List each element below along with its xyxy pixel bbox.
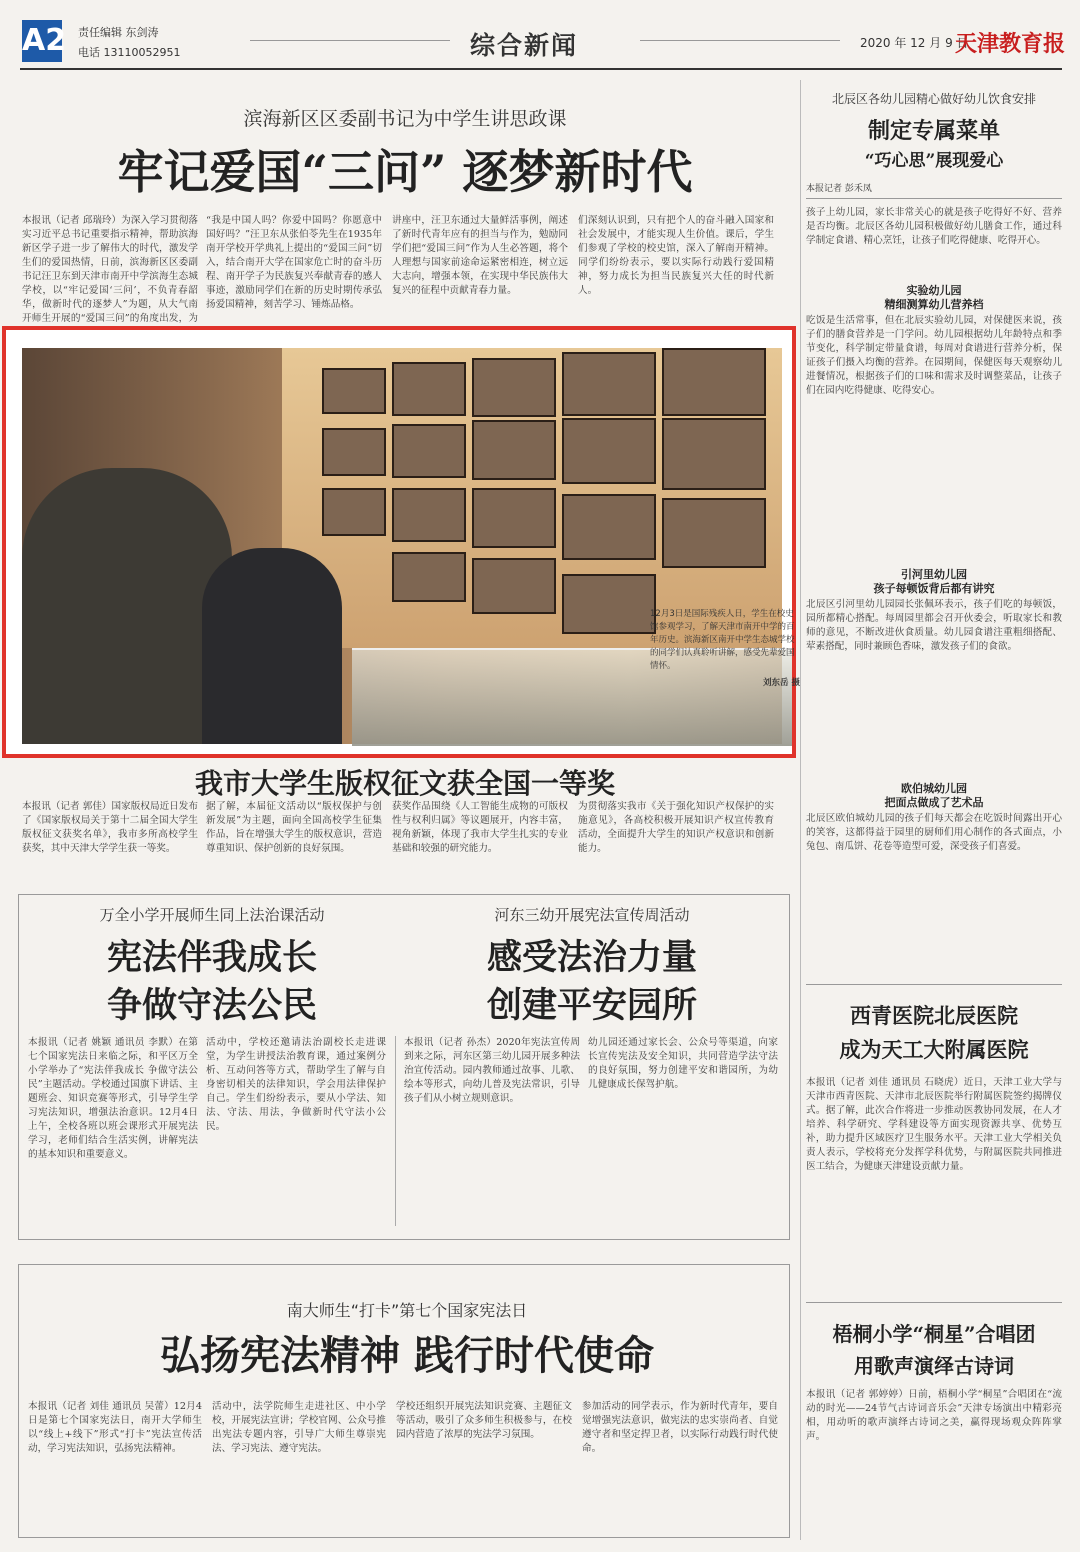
editor-label: 责任编辑 xyxy=(78,26,122,39)
hedong-col-1: 本报讯（记者 孙杰）2020年宪法宣传周到来之际，河东区第三幼儿园开展多种法治宣传活动。园内教师通过故事、儿歌、绘本等形式，向幼儿普及宪法常识，引导孩子们从小树立规则意识。 xyxy=(404,1037,580,1104)
oubocheng-title-2: 把面点做成了艺术品 xyxy=(884,796,984,809)
lead-col-2: “我是中国人吗？你爱中国吗？你愿意中国好吗？”汪卫东从张伯苓先生在1935年南开学校开学典礼上提出的“爱国三问”切入，结合南开大学在国家危亡时的奋斗历程、南开学子为民族复兴奉献青春的感人事迹，激励同学们在新的历史时期传承弘扬爱国精神，刻苦学习、锤炼品格。 xyxy=(206,215,382,310)
choir-body: 本报讯（记者 郭婷婷）日前，梧桐小学“桐星”合唱团在“流动的时光——24节气古诗词音乐会”天津专场演出中精彩亮相，用动听的歌声演绎古诗词之美，赢得现场观众阵阵掌声。 xyxy=(806,1389,1062,1442)
hospital-headline-2: 成为天工大附属医院 xyxy=(839,1037,1029,1062)
header-rule-right xyxy=(640,40,840,41)
photo-caption xyxy=(650,608,800,690)
header-rule xyxy=(20,68,1062,70)
exhibition-photo xyxy=(22,348,800,744)
kindergarten-intro: 孩子上幼儿园，家长非常关心的就是孩子吃得好不好、营养是否均衡。北辰区各幼儿园积极做好幼儿膳食工作，通过科学制定食谱、精心烹饪，让孩子们吃得健康、吃得开心。 xyxy=(806,207,1062,246)
oubocheng-title-1: 欧伯城幼儿园 xyxy=(901,782,967,795)
shiyan-title-1: 实验幼儿园 xyxy=(906,284,962,297)
choir-rule xyxy=(806,1302,1062,1303)
hedong-subtitle: 河东三幼开展宪法宣传周活动 xyxy=(494,906,690,924)
wanquan-headline-1: 宪法伴我成长 xyxy=(106,937,317,978)
nankai-col-4: 参加活动的同学表示，作为新时代青年，要自觉增强宪法意识，做宪法的忠实崇尚者、自觉遵守者和坚定捍卫者，以实际行动践行时代使命。 xyxy=(582,1401,778,1454)
header-rule-left xyxy=(250,40,450,41)
phone-line xyxy=(78,44,180,62)
kindergarten-headline-2: “巧心思”展现爱心 xyxy=(864,151,1004,171)
kindergarten-rule xyxy=(806,198,1062,199)
editor-line xyxy=(78,24,159,42)
lead-col-1: 本报讯（记者 邱瑞玲）为深入学习贯彻落实习近平总书记重要指示精神，帮助滨海新区学子进一步了解伟大的时代，激发学生们的爱国热情，日前，滨海新区区委副书记汪卫东到天津市南开中学滨海生态城学校，以“牢记爱国‘三问’，不负青春韶华，做新时代的逐梦人”为题，从大气南开师生开展的“爱国三问”的角度出发，为 xyxy=(22,215,198,324)
phone-label: 电话 xyxy=(78,46,100,59)
phone-number: 13110052951 xyxy=(103,46,181,59)
wanquan-col-1: 本报讯（记者 姚颖 通讯员 李默）在第七个国家宪法日来临之际，和平区万全小学举办了“宪法伴我成长 争做守法公民”主题活动。学校通过国旗下讲话、主题班会、知识竞赛等形式，引导学生学习宪法知识，增强法治意识。12月4日上午，全校各班以班会课形式开展宪法学习，老师们结合生活实例，讲解宪法的基本知识和重要意义。 xyxy=(28,1037,198,1160)
lead-col-4: 们深刻认识到，只有把个人的奋斗融入国家和社会发展中，才能实现人生价值。课后，学生们参观了学校的校史馆，深入了解南开精神。同学们纷纷表示，要以实际行动践行爱国精神，努力成长为担当民族复兴大任的时代新人。 xyxy=(578,215,774,296)
box1-divider xyxy=(395,1036,396,1226)
copyright-col-2: 据了解，本届征文活动以“版权保护与创新发展”为主题，面向全国高校学生征集作品，旨在增强大学生的版权意识，营造尊重知识、保护创新的良好氛围。 xyxy=(206,801,382,854)
lead-subtitle: 滨海新区区委副书记为中学生讲思政课 xyxy=(243,108,567,130)
visitor-figure-left xyxy=(22,468,232,744)
paper-name: 天津教育报 xyxy=(955,31,1066,57)
hospital-headline-1: 西青医院北辰医院 xyxy=(850,1003,1018,1028)
page-number: A2 xyxy=(22,20,62,62)
photo-caption-text: 12月3日是国际残疾人日，学生在校史馆参观学习，了解天津市南开中学的百年历史。滨海新区南开中学生态城学校的同学们认真聆听讲解，感受先辈爱国情怀。 xyxy=(650,609,795,671)
yinheli-title-2: 孩子每顿饭背后都有讲究 xyxy=(873,582,995,595)
issue-date: 2020 年 12 月 9 日 xyxy=(860,36,969,50)
yinheli-body: 北辰区引河里幼儿园园长张佩环表示，孩子们吃的每顿饭，园所都精心搭配。每周园里都会召开伙委会，听取家长和教师的意见，不断改进伙食质量。幼儿园食谱注重粗细搭配、荤素搭配，同时兼顾色香味，激发孩子们的食欲。 xyxy=(806,599,1062,652)
copyright-col-4: 为贯彻落实我市《关于强化知识产权保护的实施意见》，各高校积极开展知识产权宣传教育活动，全面提升大学生的知识产权意识和创新能力。 xyxy=(578,801,774,854)
choir-headline-2: 用歌声演绎古诗词 xyxy=(854,1354,1014,1378)
copyright-headline: 我市大学生版权征文获全国一等奖 xyxy=(194,767,615,800)
section-title: 综合新闻 xyxy=(470,31,579,60)
hedong-col-2: 幼儿园还通过家长会、公众号等渠道，向家长宣传宪法及安全知识，共同营造学法守法的良好氛围，努力创建平安和谐园所，为幼儿健康成长保驾护航。 xyxy=(588,1037,778,1090)
lead-headline: 牢记爱国“三问” 逐梦新时代 xyxy=(117,145,693,199)
nankai-col-3: 学校还组织开展宪法知识竞赛、主题征文等活动，吸引了众多师生积极参与，在校园内营造了浓厚的宪法学习氛围。 xyxy=(396,1401,572,1440)
shiyan-body: 吃饭是生活常事，但在北辰实验幼儿园，对保健医来说，孩子们的膳食营养是一门学问。幼儿园根据幼儿年龄特点和季节变化，科学制定带量食谱，每周对食谱进行营养分析，保证孩子们摄入均衡的营养。在园期间，保健医每天观察幼儿进餐情况，根据孩子们的口味和需求及时调整菜品，让孩子们在园内吃得健康、吃得安心。 xyxy=(806,315,1062,396)
kindergarten-byline: 本报记者 彭禾凤 xyxy=(806,184,872,194)
shiyan-title-2: 精细测算幼儿营养档 xyxy=(884,298,984,311)
lead-col-3: 讲座中，汪卫东通过大量鲜活事例，阐述了新时代青年应有的担当与作为，勉励同学们把“爱国三问”作为人生必答题，将个人理想与国家前途命运紧密相连，树立远大志向，增强本领，在实现中华民族伟大复兴的征程中贡献青春力量。 xyxy=(392,215,568,296)
hospital-body: 本报讯（记者 刘佳 通讯员 石晓虎）近日，天津工业大学与天津市西青医院、天津市北辰医院举行附属医院签约揭牌仪式。据了解，此次合作将进一步推动医教协同发展，在人才培养、科学研究、学科建设等方面实现资源共享、优势互补，助力提升区域医疗卫生服务水平。天津工业大学相关负责人表示，学校将充分发挥学科优势，与附属医院共同推进医工结合，为健康天津建设贡献力量。 xyxy=(806,1077,1062,1172)
nankai-col-2: 活动中，法学院师生走进社区、中小学校，开展宪法宣讲；学校官网、公众号推出宪法专题内容，引导广大师生尊崇宪法、学习宪法、遵守宪法。 xyxy=(212,1401,386,1454)
nankai-col-1: 本报讯（记者 刘佳 通讯员 吴蕾）12月4日是第七个国家宪法日，南开大学师生以“线上+线下”形式“打卡”宪法宣传活动，学习宪法知识，弘扬宪法精神。 xyxy=(28,1401,202,1454)
hedong-headline-1: 感受法治力量 xyxy=(486,937,697,978)
oubocheng-body: 北辰区欧伯城幼儿园的孩子们每天都会在吃饭时间露出开心的笑容，这都得益于园里的厨师们用心制作的各式面点，小兔包、南瓜饼、花卷等造型可爱，深受孩子们喜爱。 xyxy=(806,813,1062,852)
copyright-col-1: 本报讯（记者 郭佳）国家版权局近日发布了《国家版权局关于第十二届全国大学生版权征文获奖名单》，我市多所高校学生获奖，其中天津大学学生获一等奖。 xyxy=(22,801,198,854)
editor-name: 东剑涛 xyxy=(125,26,159,39)
highlighted-photo-frame xyxy=(2,326,800,758)
visitor-figure-right xyxy=(202,548,342,744)
wanquan-col-2: 活动中，学校还邀请法治副校长走进课堂，为学生讲授法治教育课，通过案例分析、互动问答等方式，帮助学生了解与自身密切相关的法律知识，学会用法律保护自己。学生们纷纷表示，要从小学法、知法、守法、用法，争做新时代守法小公民。 xyxy=(206,1037,386,1132)
nankai-headline: 弘扬宪法精神 践行时代使命 xyxy=(160,1332,654,1379)
kindergarten-headline-1: 制定专属菜单 xyxy=(867,118,1000,144)
choir-headline-1: 梧桐小学“桐星”合唱团 xyxy=(832,1322,1036,1346)
hedong-headline-2: 创建平安园所 xyxy=(486,985,697,1026)
kindergarten-subtitle: 北辰区各幼儿园精心做好幼儿饮食安排 xyxy=(831,92,1036,106)
right-column-divider xyxy=(800,80,801,1540)
yinheli-title-1: 引河里幼儿园 xyxy=(901,568,967,581)
wanquan-subtitle: 万全小学开展师生同上法治课活动 xyxy=(99,906,325,924)
wanquan-headline-2: 争做守法公民 xyxy=(106,985,317,1026)
nankai-subtitle: 南大师生“打卡”第七个国家宪法日 xyxy=(286,1301,528,1320)
hospital-rule xyxy=(806,984,1062,985)
copyright-col-3: 获奖作品围绕《人工智能生成物的可版权性与权利归属》等议题展开，内容丰富，视角新颖，体现了我市大学生扎实的专业基础和较强的研究能力。 xyxy=(392,801,568,854)
photo-credit: 刘东岳 摄 xyxy=(763,678,800,688)
